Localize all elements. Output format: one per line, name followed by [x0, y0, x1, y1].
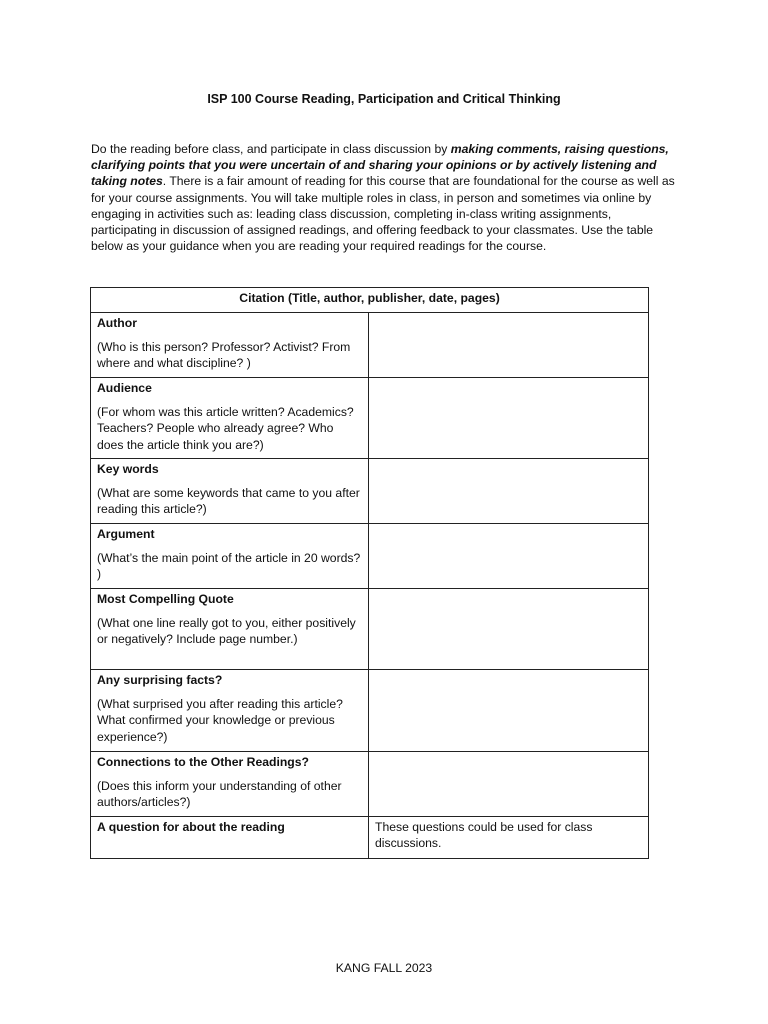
- table-row: [91, 589, 649, 670]
- row-prompt-cell: [91, 378, 369, 459]
- row-prompt-cell: [91, 752, 369, 817]
- intro-emphasis: making comments, raising questions, clarifying points that you were uncertain of and sharing your opinions or by actively listening and taking notes: [91, 142, 669, 189]
- response-cell-quote[interactable]: [369, 589, 649, 670]
- response-cell-author[interactable]: [369, 313, 649, 378]
- response-cell-audience[interactable]: [369, 378, 649, 459]
- row-hint-argument: (What’s the main point of the article in 20 words? ): [97, 551, 361, 582]
- row-prompt-cell: [91, 589, 369, 670]
- table-row: [91, 459, 649, 524]
- row-hint-audience: (For whom was this article written? Academics? Teachers? People who already agree? Who does the article think you are?): [97, 405, 354, 452]
- response-cell-question[interactable]: These questions could be used for class discussions.: [369, 817, 649, 859]
- table-row: [91, 524, 649, 589]
- row-label-surprising-facts: Any surprising facts?: [97, 673, 223, 687]
- row-prompt-cell: [91, 670, 369, 752]
- row-label-quote: Most Compelling Quote: [97, 592, 234, 606]
- intro-text-end: . There is a fair amount of reading for this course that are foundational for the course as well as for your course assignments. You will take multiple roles in class, in person and sometimes via online by engaging in activities such as: leading class discussion, completing in-class writing assignments, participating in discussion of assigned readings, and offering feedback to your classmates. Use the table below as your guidance when you are reading your required readings for the course.: [91, 174, 675, 254]
- page-footer: KANG FALL 2023: [335, 961, 433, 975]
- row-label-question: A question for about the reading: [97, 820, 285, 834]
- intro-paragraph: [91, 141, 677, 254]
- row-label-key-words: Key words: [97, 462, 159, 476]
- citation-header-row: [91, 288, 649, 313]
- table-row: [91, 752, 649, 817]
- row-hint-quote: (What one line really got to you, either positively or negatively? Include page number.): [97, 616, 356, 647]
- page-title: ISP 100 Course Reading, Participation and Critical Thinking: [207, 92, 561, 106]
- row-label-audience: Audience: [97, 381, 152, 395]
- row-prompt-cell: [91, 459, 369, 524]
- response-cell-argument[interactable]: [369, 524, 649, 589]
- row-hint-connections: (Does this inform your understanding of other authors/articles?): [97, 779, 342, 810]
- response-cell-connections[interactable]: [369, 752, 649, 817]
- row-prompt-cell: [91, 313, 369, 378]
- row-prompt-cell: [91, 524, 369, 589]
- row-hint-key-words: (What are some keywords that came to you after reading this article?): [97, 486, 360, 517]
- citation-header: Citation (Title, author, publisher, date, pages): [91, 288, 649, 313]
- row-label-author: Author: [97, 316, 137, 330]
- row-label-argument: Argument: [97, 527, 155, 541]
- row-hint-author: (Who is this person? Professor? Activist? From where and what discipline? ): [97, 340, 351, 371]
- table-row: [91, 378, 649, 459]
- table-row: [91, 817, 649, 859]
- table-row: [91, 313, 649, 378]
- table-row: [91, 670, 649, 752]
- response-cell-key-words[interactable]: [369, 459, 649, 524]
- row-hint-surprising-facts: (What surprised you after reading this article? What confirmed your knowledge or previous experience?): [97, 697, 343, 744]
- row-prompt-cell: [91, 817, 369, 859]
- intro-text-start: Do the reading before class, and participate in class discussion by: [91, 142, 451, 156]
- response-cell-surprising-facts[interactable]: [369, 670, 649, 752]
- reading-guide-table: [90, 287, 649, 859]
- row-label-connections: Connections to the Other Readings?: [97, 755, 309, 769]
